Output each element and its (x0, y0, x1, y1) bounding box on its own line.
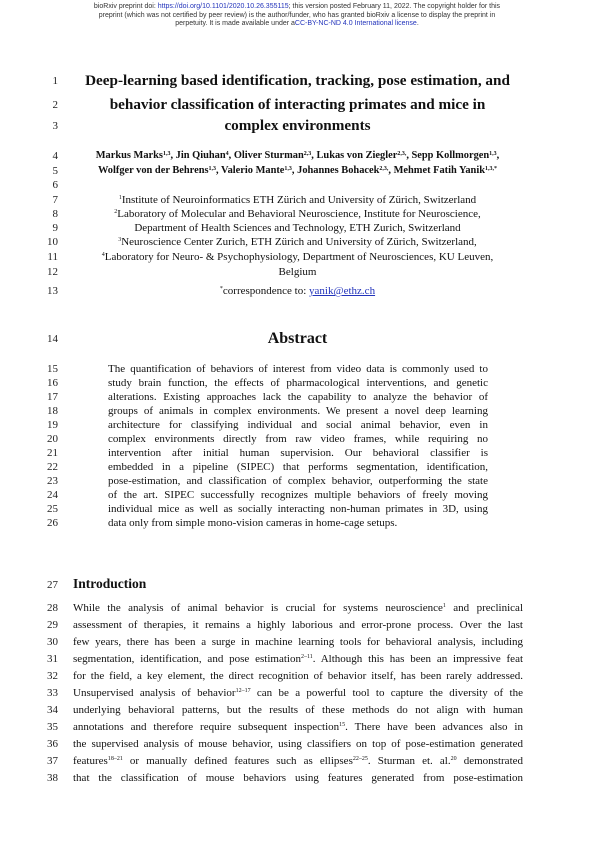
citation: 12–17 (235, 688, 251, 694)
preprint-notice (58, 3, 536, 29)
text: . There have been advances also in (345, 721, 523, 733)
author-line: Markus Marks$^{1,3}$, Jin Qiuhan$^4$, Oliver Sturman$^{2,3}$, Lukas von Ziegler$^{2,3,}$, Sepp Kollmorgen$^{1,3}$, (95, 150, 500, 161)
line-number: 38 (47, 772, 58, 784)
line-number: 9 (52, 222, 58, 234)
author-affiliation-mark: 2,3, (397, 151, 407, 157)
line-number: 5 (52, 165, 58, 177)
author-name: Markus Marks (95, 150, 163, 161)
body-line: that the classification of mouse behaviors using features generated from pose-estimation (73, 772, 523, 784)
affiliation-text: Belgium (278, 266, 317, 278)
body-line: few years, there has been a surge in machine learning tools for behavioral analysis, including (73, 636, 523, 648)
line-number: 23 (47, 475, 58, 487)
doi-link[interactable]: https://doi.org/10.1101/2020.10.26.355115 (157, 3, 289, 10)
line-number: 30 (47, 636, 58, 648)
line-number: 8 (52, 208, 58, 220)
line-number: 35 (47, 721, 58, 733)
line-number: 21 (47, 447, 58, 459)
line-number: 25 (47, 503, 58, 515)
line-number: 2 (52, 99, 58, 111)
line-number: 26 (47, 517, 58, 529)
abstract-line: alterations. Existing approaches lack the capability to analyze the behavior of (108, 391, 488, 403)
citation: 1 (442, 603, 446, 609)
line-number: 4 (52, 150, 58, 162)
text: . Although this has been an impressive feat (312, 653, 523, 665)
abstract-line: architecture for classifying individual and social animal behavior, even in (108, 419, 488, 431)
line-number: 13 (47, 285, 58, 297)
affiliation-number: 2 (114, 209, 118, 215)
body-line (73, 720, 523, 734)
text: demonstrated (456, 755, 523, 767)
line-number: 29 (47, 619, 58, 631)
abstract-line: of the art. SIPEC successfully recognizes multiple behaviors of freely moving (108, 489, 488, 501)
line-number: 3 (52, 120, 58, 132)
preprint-notice-suffix: . (416, 20, 419, 28)
line-number: 1 (52, 75, 58, 87)
affiliation-text: Institute of Neuroinformatics ETH Zürich and University of Zürich, Switzerland (121, 194, 477, 206)
author-name: Oliver Sturman (233, 150, 304, 161)
text: . Sturman et. al. (367, 755, 451, 767)
body-line: for the field, a key element, the direct recognition of behavior itself, has been rarely addressed. (73, 670, 523, 682)
author-affiliation-mark: 4 (225, 151, 229, 157)
line-number: 27 (47, 579, 58, 591)
affiliation (70, 207, 525, 221)
line-number: 32 (47, 670, 58, 682)
line-number: 17 (47, 391, 58, 403)
line-number: 33 (47, 687, 58, 699)
citation: 15 (339, 722, 346, 728)
author-affiliation-mark: 1,3 (208, 166, 217, 172)
citation: 18–21 (107, 756, 123, 762)
text: segmentation, identification, and pose estimation (73, 653, 301, 665)
citation: 20 (450, 756, 457, 762)
line-number: 10 (47, 236, 58, 248)
affiliation-number: 4 (101, 252, 105, 258)
author-name: Jin Qiuhan (175, 150, 226, 161)
preprint-notice-text: ; this version posted February 11, 2022. The copyright holder for this (288, 3, 501, 10)
paper-title-line: Deep-learning based identification, tracking, pose estimation, and (85, 72, 510, 89)
line-number: 37 (47, 755, 58, 767)
line-number: 14 (47, 333, 58, 345)
affiliation (70, 235, 525, 249)
affiliation-text: Laboratory of Molecular and Behavioral Neuroscience, Institute for Neuroscience, (117, 208, 481, 220)
correspondence (70, 284, 525, 298)
body-line (73, 652, 523, 666)
license-link[interactable]: CC-BY-NC-ND 4.0 International license (294, 20, 417, 28)
affiliation-text: Department of Health Sciences and Technology, ETH Zurich, Switzerland (134, 222, 461, 234)
text: While the analysis of animal behavior is crucial for systems neuroscience (73, 602, 443, 614)
author-affiliation-mark: 1,3 (162, 151, 171, 157)
body-line (73, 686, 523, 700)
line-number: 6 (52, 179, 58, 191)
abstract-line: groups of animals in complex environments. We present a novel deep learning (108, 405, 488, 417)
author-name: Sepp Kollmorgen (411, 150, 490, 161)
line-number: 34 (47, 704, 58, 716)
correspondence-mark: * (219, 286, 223, 292)
abstract-line: data only from simple mono-vision cameras in home-cage setups. (108, 517, 398, 529)
line-number: 12 (47, 266, 58, 278)
citation: 2–11 (300, 654, 313, 660)
abstract-line: pose-estimation, and classification of complex behavior, outperforming the state (108, 475, 488, 487)
line-number: 11 (47, 251, 58, 263)
line-number: 15 (47, 363, 58, 375)
body-line: assessment of therapies, it remains a highly laborious and error-prone process. Over the last (73, 619, 523, 631)
author-affiliation-mark: 2,3, (379, 166, 389, 172)
paper-title-line: complex environments (224, 117, 371, 134)
body-line (73, 754, 523, 768)
body-line: the supervised analysis of mouse behavior, using classifiers on top of pose-estimation generated (73, 738, 523, 750)
affiliation (70, 250, 525, 264)
affiliation (70, 193, 525, 207)
preprint-notice-line3: perpetuity. It is made available under a (175, 20, 295, 28)
text: features (73, 755, 108, 767)
preprint-notice-line2: preprint (which was not certified by peer review) is the author/funder, who has granted bioRxiv a license to display the preprint in (98, 11, 496, 19)
body-line: underlying behavioral patterns, but the results of these methods do not align with human (73, 704, 523, 716)
preprint-doi-prefix: bioRxiv preprint doi: (93, 3, 158, 10)
line-number: 7 (52, 194, 58, 206)
author-affiliation-mark: 2,3 (303, 151, 312, 157)
correspondence-email-link[interactable]: yanik@ethz.ch (309, 285, 376, 297)
author-name: Johannes Bohacek (297, 165, 380, 176)
author-name: Mehmet Fatih Yanik (393, 165, 486, 176)
body-line (73, 601, 523, 615)
line-number: 18 (47, 405, 58, 417)
affiliation-text: Laboratory for Neuro- & Psychophysiology, Department of Neurosciences, KU Leuven, (104, 251, 494, 263)
text: can be a powerful tool to capture the diversity of the (250, 687, 523, 699)
correspondence-label: correspondence to: (222, 285, 310, 297)
affiliation-text: Neuroscience Center Zurich, ETH Zürich and University of Zürich, Switzerland, (121, 236, 477, 248)
line-number: 19 (47, 419, 58, 431)
line-number: 20 (47, 433, 58, 445)
citation: 22–25 (352, 756, 368, 762)
line-number: 16 (47, 377, 58, 389)
abstract-line: study brain function, the effects of pharmacological interventions, and genetic (108, 377, 488, 389)
line-number: 31 (47, 653, 58, 665)
text: and preclinical (445, 602, 523, 614)
affiliation-number: 1 (118, 195, 122, 201)
author-affiliation-mark: 1,3,* (485, 166, 498, 172)
line-number: 36 (47, 738, 58, 750)
abstract-line: intervention after initial human supervision. Our behavioral classifier is (108, 447, 488, 459)
author-name: Wolfger von der Behrens (97, 165, 209, 176)
abstract-heading: Abstract (267, 330, 328, 347)
line-number: 28 (47, 602, 58, 614)
author-name: Lukas von Ziegler (316, 150, 398, 161)
introduction-heading: Introduction (73, 576, 147, 591)
affiliation-number: 3 (118, 237, 122, 243)
abstract-line: embedded in a pipeline (SIPEC) that performs segmentation, identification, (108, 461, 488, 473)
abstract-line: complex environments directly from raw video frames, while requiring no (108, 433, 488, 445)
line-number: 24 (47, 489, 58, 501)
text: annotations and therefore require subsequent inspection (73, 721, 340, 733)
text: or manually defined features such as ellipses (122, 755, 353, 767)
author-affiliation-mark: 1,3 (489, 151, 497, 157)
author-name: Valerio Mante (221, 165, 285, 176)
paper-title-line: behavior classification of interacting primates and mice in (109, 96, 486, 113)
text: Unsupervised analysis of behavior (73, 687, 236, 699)
author-affiliation-mark: 1,3 (284, 166, 292, 172)
abstract-line: The quantification of behaviors of interest from video data is commonly used to (108, 363, 488, 375)
author-line: Wolfger von der Behrens$^{1,3}$, Valerio Mante$^{1,3}$, Johannes Bohacek$^{2,3,}$, Mehmet Fatih Yanik$^{1,3,*}$ (97, 165, 498, 176)
abstract-line: individual mice as well as socially interacting non-human primates in 3D, using (108, 503, 488, 515)
line-number: 22 (47, 461, 58, 473)
